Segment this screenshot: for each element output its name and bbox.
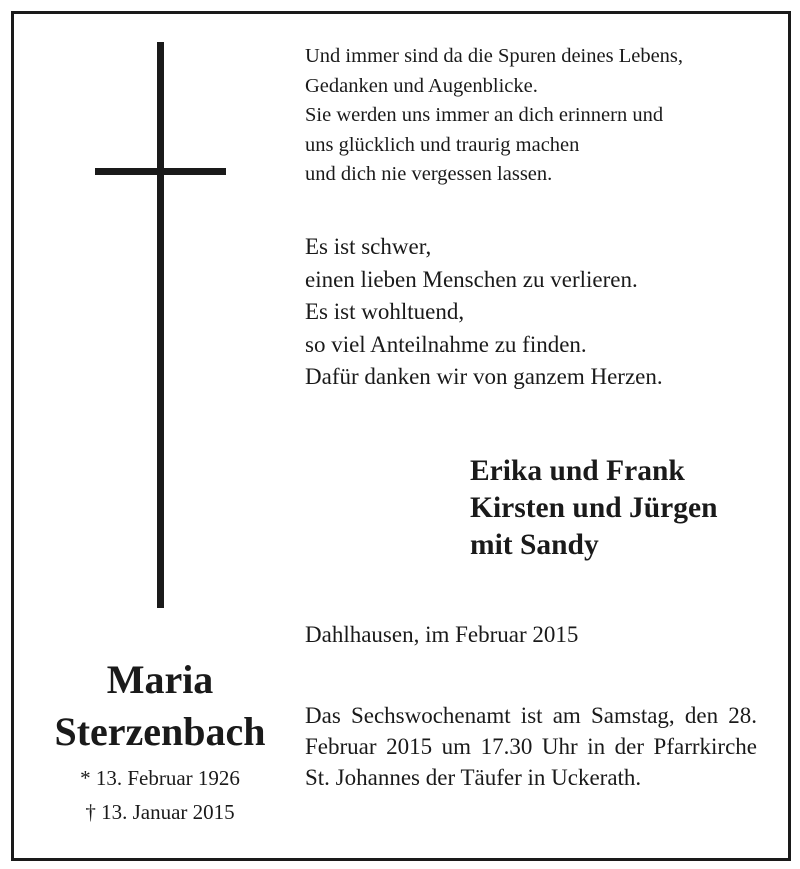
- verse-line: einen lieben Menschen zu verlieren.: [305, 266, 638, 292]
- verse-2: [305, 231, 663, 394]
- verse-line: Dafür danken wir von ganzem Herzen.: [305, 364, 663, 389]
- death-date: † 13. Januar 2015: [85, 800, 235, 824]
- verse-line: uns glücklich und traurig machen: [305, 133, 580, 156]
- cross-vertical-bar: [157, 42, 164, 608]
- verse-line: Es ist schwer,: [305, 234, 432, 259]
- family-line: Erika und Frank: [470, 455, 685, 487]
- verse-line: Und immer sind da die Spuren deines Lebens,: [305, 45, 684, 67]
- mass-notice: Das Sechswochenamt ist am Samstag, den 28. Februar 2015 um 17.30 Uhr in der Pfarrkirche St. Johannes der Täufer in Uckerath.: [305, 703, 757, 790]
- verse-1: [305, 42, 683, 190]
- verse-line: Es ist wohltuend,: [305, 299, 465, 324]
- verse-line: Sie werden uns immer an dich erinnern und: [305, 104, 664, 126]
- family-signature: [470, 453, 718, 564]
- family-line: Kirsten und Jürgen: [470, 492, 718, 524]
- verse-line: so viel Anteilnahme zu finden.: [305, 331, 587, 357]
- verse-line: und dich nie vergessen lassen.: [305, 163, 553, 185]
- deceased-last-name: Sterzenbach: [54, 709, 266, 754]
- place-date: Dahlhausen, im Februar 2015: [305, 622, 579, 647]
- cross-horizontal-bar: [95, 168, 226, 175]
- birth-date: * 13. Februar 1926: [80, 766, 240, 790]
- family-line: mit Sandy: [470, 529, 599, 561]
- verse-line: Gedanken und Augenblicke.: [305, 74, 538, 97]
- deceased-first-name: Maria: [106, 657, 214, 702]
